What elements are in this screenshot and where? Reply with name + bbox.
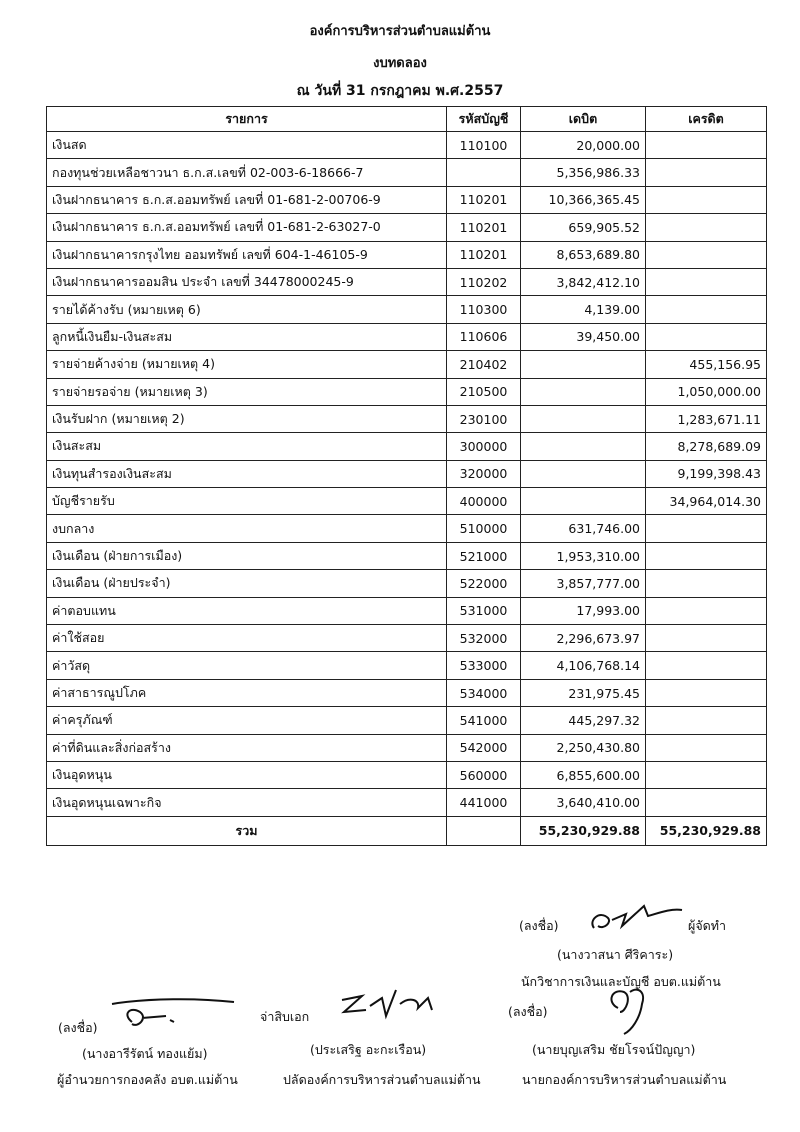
credit-cell: [646, 515, 767, 542]
account-name-cell: เงินอุดหนุนเฉพาะกิจ: [47, 789, 447, 816]
account-code-cell: 541000: [447, 707, 521, 734]
finance-name: (นางอารีรัตน์ ทองแย้ม): [82, 1046, 208, 1061]
credit-cell: [646, 296, 767, 323]
credit-cell: [646, 652, 767, 679]
table-row: [47, 378, 767, 405]
preparer-position: นักวิชาการเงินและบัญชี อบต.แม่ต้าน: [521, 974, 721, 989]
debit-cell: 3,857,777.00: [521, 570, 646, 597]
account-code-cell: 532000: [447, 625, 521, 652]
credit-cell: 1,050,000.00: [646, 378, 767, 405]
credit-cell: [646, 597, 767, 624]
debit-cell: 631,746.00: [521, 515, 646, 542]
deputy-signature: [336, 986, 446, 1024]
account-name-cell: รายจ่ายค้างจ่าย (หมายเหตุ 4): [47, 351, 447, 378]
credit-cell: [646, 323, 767, 350]
table-body: [47, 132, 767, 817]
debit-cell: 10,366,365.45: [521, 186, 646, 213]
account-code-cell: 110202: [447, 268, 521, 295]
account-name-cell: เงินสะสม: [47, 433, 447, 460]
account-code-cell: 534000: [447, 679, 521, 706]
account-name-cell: เงินฝากธนาคารกรุงไทย ออมทรัพย์ เลขที่ 604-1-46105-9: [47, 241, 447, 268]
credit-cell: 34,964,014.30: [646, 488, 767, 515]
total-label: รวม: [47, 816, 447, 845]
mayor-sign-label: (ลงชื่อ): [508, 1004, 548, 1019]
deputy-name: (ประเสริฐ อะกะเรือน): [310, 1042, 427, 1057]
table-row: [47, 761, 767, 788]
account-code-cell: 110201: [447, 214, 521, 241]
account-name-cell: เงินทุนสำรองเงินสะสม: [47, 460, 447, 487]
account-name-cell: เงินฝากธนาคารออมสิน ประจำ เลขที่ 34478000245-9: [47, 268, 447, 295]
column-header-code: รหัสบัญชี: [447, 107, 521, 132]
account-name-cell: เงินรับฝาก (หมายเหตุ 2): [47, 405, 447, 432]
account-name-cell: ค่าตอบแทน: [47, 597, 447, 624]
credit-cell: [646, 679, 767, 706]
table-header-row: [47, 107, 767, 132]
credit-cell: [646, 241, 767, 268]
total-debit: 55,230,929.88: [521, 816, 646, 845]
mayor-name: (นายบุญเสริม ชัยโรจน์ปัญญา): [532, 1042, 696, 1057]
debit-cell: 39,450.00: [521, 323, 646, 350]
account-name-cell: เงินสด: [47, 132, 447, 159]
debit-cell: 2,296,673.97: [521, 625, 646, 652]
credit-cell: [646, 625, 767, 652]
deputy-position: ปลัดองค์การบริหารส่วนตำบลแม่ต้าน: [283, 1072, 481, 1087]
debit-cell: [521, 405, 646, 432]
debit-cell: 8,653,689.80: [521, 241, 646, 268]
org-title: องค์การบริหารส่วนตำบลแม่ต้าน: [309, 24, 491, 39]
debit-cell: 1,953,310.00: [521, 542, 646, 569]
table-row: [47, 570, 767, 597]
preparer-role: ผู้จัดทำ: [688, 918, 727, 933]
credit-cell: 9,199,398.43: [646, 460, 767, 487]
account-name-cell: ค่าที่ดินและสิ่งก่อสร้าง: [47, 734, 447, 761]
account-code-cell: 210402: [447, 351, 521, 378]
account-name-cell: เงินฝากธนาคาร ธ.ก.ส.ออมทรัพย์ เลขที่ 01-681-2-63027-0: [47, 214, 447, 241]
credit-cell: [646, 789, 767, 816]
table-row: [47, 433, 767, 460]
account-name-cell: กองทุนช่วยเหลือชาวนา ธ.ก.ส.เลขที่ 02-003-6-18666-7: [47, 159, 447, 186]
table-row: [47, 323, 767, 350]
account-name-cell: รายจ่ายรอจ่าย (หมายเหตุ 3): [47, 378, 447, 405]
account-code-cell: 531000: [447, 597, 521, 624]
table-row: [47, 132, 767, 159]
account-code-cell: 110606: [447, 323, 521, 350]
account-code-cell: 110300: [447, 296, 521, 323]
debit-cell: [521, 433, 646, 460]
account-code-cell: 510000: [447, 515, 521, 542]
total-code-cell: [447, 816, 521, 845]
account-name-cell: ค่าวัสดุ: [47, 652, 447, 679]
credit-cell: [646, 186, 767, 213]
table-row: [47, 268, 767, 295]
account-code-cell: 320000: [447, 460, 521, 487]
debit-cell: [521, 460, 646, 487]
account-code-cell: 110100: [447, 132, 521, 159]
table-row: [47, 159, 767, 186]
account-code-cell: 533000: [447, 652, 521, 679]
report-title: งบทดลอง: [373, 56, 427, 71]
table-row: [47, 789, 767, 816]
account-code-cell: 400000: [447, 488, 521, 515]
account-code-cell: [447, 159, 521, 186]
preparer-sign-label: (ลงชื่อ): [519, 918, 559, 933]
account-name-cell: เงินเดือน (ฝ่ายประจำ): [47, 570, 447, 597]
table-row: [47, 460, 767, 487]
account-name-cell: รายได้ค้างรับ (หมายเหตุ 6): [47, 296, 447, 323]
account-name-cell: เงินฝากธนาคาร ธ.ก.ส.ออมทรัพย์ เลขที่ 01-681-2-00706-9: [47, 186, 447, 213]
table-row: [47, 488, 767, 515]
table-row: [47, 241, 767, 268]
deputy-rank: จ่าสิบเอก: [260, 1009, 310, 1024]
column-header-item: รายการ: [47, 107, 447, 132]
mayor-signature: [598, 982, 658, 1038]
credit-cell: [646, 570, 767, 597]
account-name-cell: ค่าสาธารณูปโภค: [47, 679, 447, 706]
finance-signature: [108, 996, 238, 1036]
debit-cell: 4,139.00: [521, 296, 646, 323]
account-code-cell: 521000: [447, 542, 521, 569]
debit-cell: 3,640,410.00: [521, 789, 646, 816]
account-code-cell: 110201: [447, 186, 521, 213]
account-name-cell: ลูกหนี้เงินยืม-เงินสะสม: [47, 323, 447, 350]
credit-cell: [646, 214, 767, 241]
account-name-cell: เงินอุดหนุน: [47, 761, 447, 788]
total-credit: 55,230,929.88: [646, 816, 767, 845]
debit-cell: 5,356,986.33: [521, 159, 646, 186]
trial-balance-table: [46, 106, 767, 846]
total-row: [47, 816, 767, 845]
table-row: [47, 734, 767, 761]
credit-cell: [646, 761, 767, 788]
column-header-debit: เดบิต: [521, 107, 646, 132]
table-row: [47, 707, 767, 734]
debit-cell: [521, 488, 646, 515]
account-code-cell: 522000: [447, 570, 521, 597]
preparer-signature: [586, 900, 686, 938]
debit-cell: 17,993.00: [521, 597, 646, 624]
debit-cell: 659,905.52: [521, 214, 646, 241]
finance-position: ผู้อำนวยการกองคลัง อบต.แม่ต้าน: [57, 1072, 238, 1087]
credit-cell: 455,156.95: [646, 351, 767, 378]
credit-cell: 1,283,671.11: [646, 405, 767, 432]
credit-cell: 8,278,689.09: [646, 433, 767, 460]
credit-cell: [646, 268, 767, 295]
report-date: ณ วันที่ 31 กรกฎาคม พ.ศ.2557: [296, 83, 504, 99]
account-code-cell: 542000: [447, 734, 521, 761]
debit-cell: 445,297.32: [521, 707, 646, 734]
credit-cell: [646, 707, 767, 734]
debit-cell: 2,250,430.80: [521, 734, 646, 761]
debit-cell: 20,000.00: [521, 132, 646, 159]
finance-sign-label: (ลงชื่อ): [58, 1020, 98, 1035]
credit-cell: [646, 159, 767, 186]
preparer-name: (นางวาสนา ศีริคาระ): [557, 947, 674, 962]
debit-cell: 4,106,768.14: [521, 652, 646, 679]
table-row: [47, 679, 767, 706]
table-row: [47, 542, 767, 569]
account-name-cell: บัญชีรายรับ: [47, 488, 447, 515]
account-code-cell: 300000: [447, 433, 521, 460]
account-name-cell: ค่าใช้สอย: [47, 625, 447, 652]
table-row: [47, 214, 767, 241]
debit-cell: 3,842,412.10: [521, 268, 646, 295]
table-row: [47, 351, 767, 378]
credit-cell: [646, 734, 767, 761]
table-row: [47, 597, 767, 624]
account-code-cell: 230100: [447, 405, 521, 432]
account-code-cell: 441000: [447, 789, 521, 816]
account-code-cell: 210500: [447, 378, 521, 405]
table-row: [47, 405, 767, 432]
account-name-cell: งบกลาง: [47, 515, 447, 542]
account-name-cell: เงินเดือน (ฝ่ายการเมือง): [47, 542, 447, 569]
column-header-credit: เครดิต: [646, 107, 767, 132]
debit-cell: [521, 378, 646, 405]
credit-cell: [646, 132, 767, 159]
debit-cell: 6,855,600.00: [521, 761, 646, 788]
account-code-cell: 110201: [447, 241, 521, 268]
table-row: [47, 652, 767, 679]
table-row: [47, 186, 767, 213]
account-code-cell: 560000: [447, 761, 521, 788]
debit-cell: 231,975.45: [521, 679, 646, 706]
mayor-position: นายกองค์การบริหารส่วนตำบลแม่ต้าน: [522, 1072, 727, 1087]
account-name-cell: ค่าครุภัณฑ์: [47, 707, 447, 734]
table-row: [47, 625, 767, 652]
debit-cell: [521, 351, 646, 378]
credit-cell: [646, 542, 767, 569]
table-row: [47, 296, 767, 323]
table-row: [47, 515, 767, 542]
